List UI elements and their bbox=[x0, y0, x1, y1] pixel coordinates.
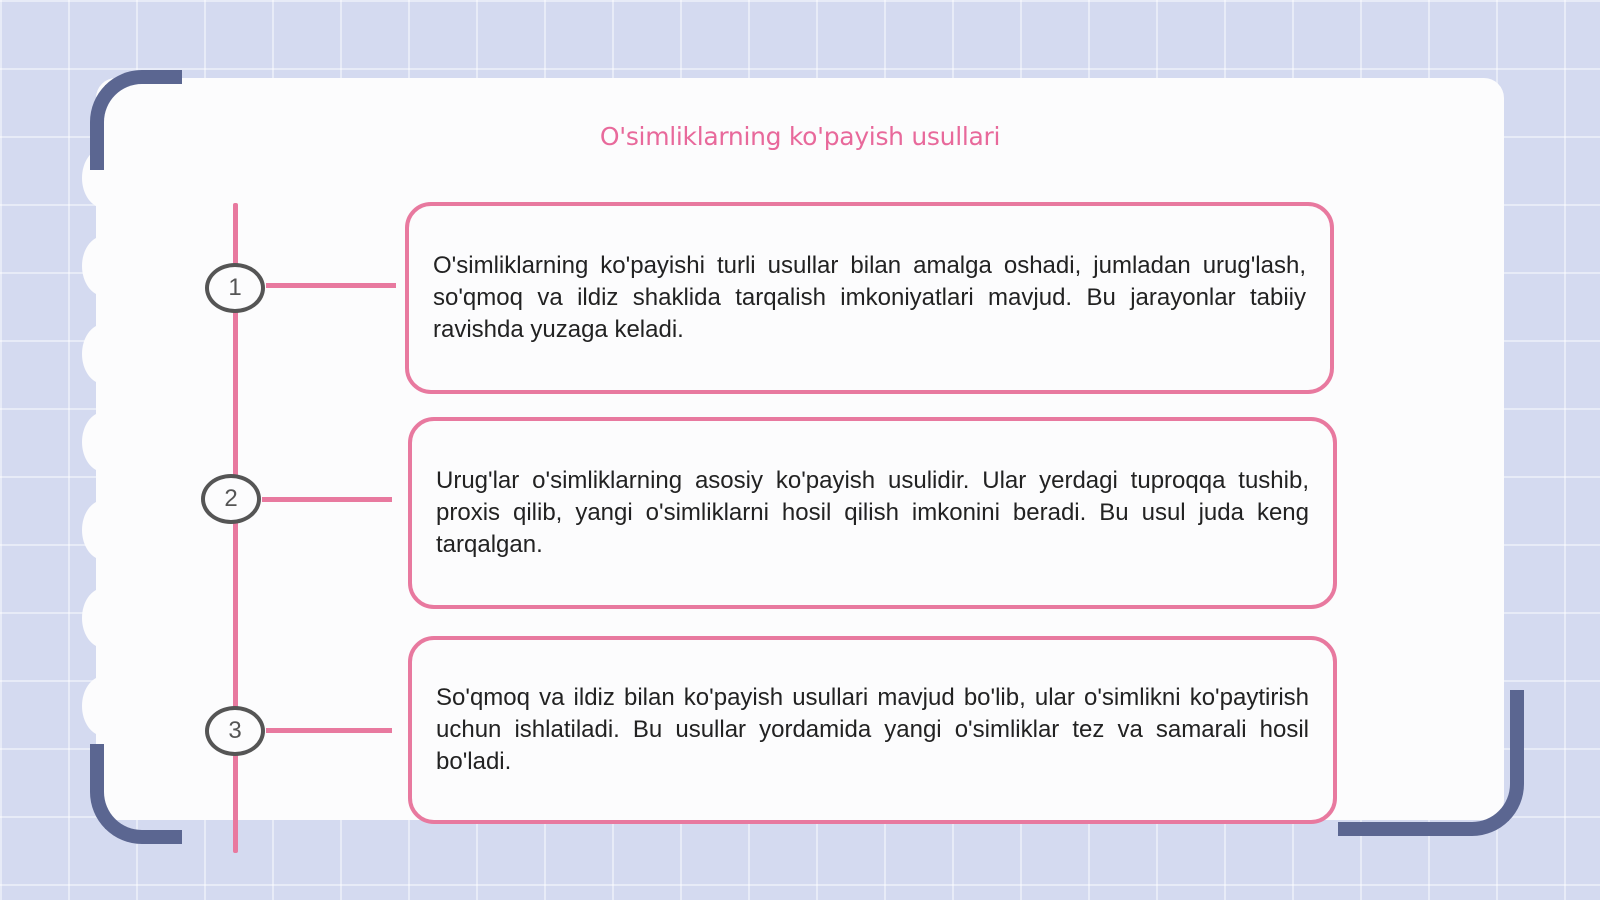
timeline-connector bbox=[266, 283, 396, 288]
step-node-2 bbox=[201, 474, 261, 524]
frame-corner-bottom-right bbox=[1338, 690, 1524, 836]
frame-corner-top-left bbox=[90, 70, 182, 170]
paper-scallop bbox=[82, 588, 126, 648]
timeline-connector bbox=[266, 728, 392, 733]
step-number: 1 bbox=[228, 274, 242, 301]
paper-scallop bbox=[82, 324, 126, 384]
step-node-1 bbox=[205, 263, 265, 313]
paper-scallop bbox=[82, 676, 126, 736]
step-card-text: So'qmoq va ildiz bilan ko'payish usullari mavjud bo'lib, ular o'simlikni ko'paytirish uchun ishlatiladi. Bu usullar yordamida yangi o'simliklar tez va samarali hosil bo'ladi. bbox=[436, 684, 1309, 775]
timeline-connector bbox=[262, 497, 392, 502]
step-card-2 bbox=[408, 417, 1337, 609]
step-card-text: O'simliklarning ko'payishi turli usullar bilan amalga oshadi, jumladan urug'lash, so'qmoq va ildiz shaklida tarqalish imkoniyatlari mavjud. Bu jarayonlar tabiiy ravishda yuzaga keladi. bbox=[433, 252, 1306, 343]
step-card-1 bbox=[405, 202, 1334, 394]
step-card-3 bbox=[408, 636, 1337, 824]
step-number: 2 bbox=[224, 485, 238, 512]
step-node-3 bbox=[205, 706, 265, 756]
step-card-text: Urug'lar o'simliklarning asosiy ko'payish usulidir. Ular yerdagi tuproqqa tushib, proxis qilib, yangi o'simliklarni hosil qilish imkonini beradi. Bu usul juda keng tarqalgan. bbox=[436, 467, 1309, 558]
frame-corner-bottom-left bbox=[90, 744, 182, 844]
paper-scallop bbox=[82, 236, 126, 296]
slide-title: O'simliklarning ko'payish usullari bbox=[599, 122, 1001, 151]
paper-scallop bbox=[82, 412, 126, 472]
step-number: 3 bbox=[228, 717, 242, 744]
paper-scallop bbox=[82, 500, 126, 560]
